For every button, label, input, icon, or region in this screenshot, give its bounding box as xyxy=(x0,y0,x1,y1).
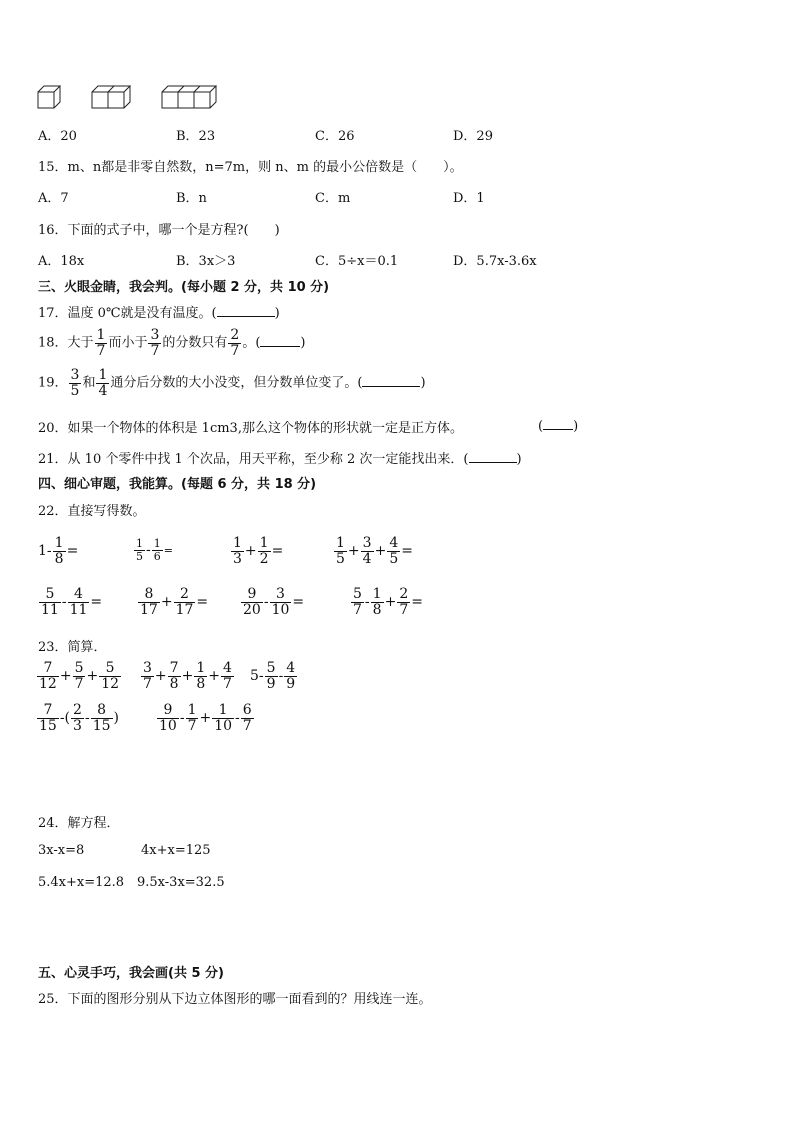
q23-r2-e1 xyxy=(36,703,119,733)
fraction-denominator: 3 xyxy=(73,717,82,734)
fraction-numerator: 1 xyxy=(153,537,161,550)
math-operator: + xyxy=(86,668,99,685)
fraction xyxy=(258,536,271,566)
section-5-title: 五、心灵手巧，我会画(共 5 分) xyxy=(38,966,224,981)
fraction-denominator: 7 xyxy=(74,675,84,692)
fraction-numerator: 2 xyxy=(174,587,196,603)
q19-prefix: 19． xyxy=(38,375,68,391)
fraction-numerator: 5 xyxy=(74,660,84,676)
fraction-numerator: 1 xyxy=(98,367,108,383)
fraction-denominator: 5 xyxy=(70,382,80,399)
q24-equation-2: 4x+x=125 xyxy=(141,843,211,858)
q23-r1-e3 xyxy=(250,661,298,691)
q20-close-paren: ) xyxy=(573,419,579,434)
math-operator: + xyxy=(199,710,212,727)
fraction xyxy=(241,703,254,733)
fraction xyxy=(212,703,234,733)
fraction-denominator: 11 xyxy=(69,601,88,618)
math-operator: = xyxy=(411,594,423,611)
fraction xyxy=(91,703,113,733)
q22-r1-e1 xyxy=(38,536,78,566)
q22-r1-e2 xyxy=(133,538,173,562)
q23-r2-e2 xyxy=(156,703,255,733)
q22-r2-e3 xyxy=(240,587,304,617)
q22-title: 22．直接写得数。 xyxy=(38,504,146,519)
fraction-numerator: 5 xyxy=(99,661,121,677)
math-operator: = xyxy=(163,543,173,557)
math-operator: + xyxy=(181,668,194,685)
fraction-numerator: 5 xyxy=(39,587,61,603)
section-3-title: 三、火眼金睛，我会判。(每小题 2 分，共 10 分) xyxy=(38,280,330,295)
fraction-numerator: 5 xyxy=(266,660,276,676)
fraction-numerator: 1 xyxy=(54,535,64,551)
fraction-denominator: 15 xyxy=(92,717,111,734)
math-operator: - xyxy=(263,594,269,611)
q17-answer-blank[interactable] xyxy=(217,304,275,317)
q18-question xyxy=(38,328,306,358)
q18-fraction-3 xyxy=(228,328,241,358)
math-operator: = xyxy=(90,594,103,611)
fraction xyxy=(387,536,400,566)
q14-option-a[interactable]: A．20 xyxy=(38,129,77,144)
q16-option-c[interactable]: C．5÷x＝0.1 xyxy=(315,254,399,269)
fraction-numerator: 4 xyxy=(286,660,296,676)
fraction-numerator: 1 xyxy=(196,660,206,676)
q18-mid-2: 的分数只有 xyxy=(162,335,228,351)
fraction-denominator: 9 xyxy=(266,675,276,692)
q23-r1-e2 xyxy=(140,661,235,691)
math-operator: + xyxy=(154,668,167,685)
q17-close-paren: ) xyxy=(274,306,280,321)
q22-r2-e1 xyxy=(38,587,102,617)
cube-stack-figures xyxy=(36,84,236,110)
q15-option-c[interactable]: C．m xyxy=(315,191,351,206)
math-operator: 5- xyxy=(250,668,264,685)
fraction xyxy=(351,587,364,617)
fraction xyxy=(73,661,86,691)
fraction-numerator: 1 xyxy=(259,535,269,551)
q17-question xyxy=(38,302,280,321)
q18-suffix: 。( xyxy=(242,335,261,351)
fraction-numerator: 8 xyxy=(91,703,113,719)
q19-question xyxy=(38,368,426,398)
fraction xyxy=(265,661,278,691)
fraction-numerator: 9 xyxy=(241,587,263,603)
q24-title: 24．解方程． xyxy=(38,816,120,831)
math-operator: + xyxy=(208,668,220,685)
fraction-numerator: 8 xyxy=(138,587,160,603)
fraction xyxy=(371,587,384,617)
q22-r1-e4 xyxy=(333,536,413,566)
q23-r1-e1 xyxy=(36,661,122,691)
q20-question xyxy=(38,417,463,436)
fraction-numerator: 7 xyxy=(37,703,59,719)
fraction-numerator: 1 xyxy=(233,535,242,551)
q20-open-paren: ( xyxy=(538,419,544,434)
q20-answer xyxy=(538,417,578,434)
fraction-denominator: 7 xyxy=(187,717,197,734)
q16-option-a[interactable]: A．18x xyxy=(38,254,85,269)
math-operator: = xyxy=(196,594,209,611)
q17-text: 17．温度 0℃就是没有温度。( xyxy=(38,306,217,321)
q18-fraction-1 xyxy=(95,328,108,358)
q19-fraction-1 xyxy=(69,368,82,398)
fraction-denominator: 5 xyxy=(336,550,345,567)
math-operator: + xyxy=(347,543,360,560)
fraction-numerator: 7 xyxy=(37,661,59,677)
q19-suffix: 通分后分数的大小没变，但分数单位变了。( xyxy=(110,375,363,391)
fraction-numerator: 1 xyxy=(336,535,345,551)
fraction-numerator: 1 xyxy=(96,327,106,343)
fraction xyxy=(141,661,154,691)
q14-option-c[interactable]: C．26 xyxy=(315,129,355,144)
fraction-denominator: 15 xyxy=(39,717,57,734)
fraction-numerator: 5 xyxy=(353,586,362,602)
q14-option-b[interactable]: B．23 xyxy=(176,129,216,144)
q18-mid-1: 而小于 xyxy=(108,335,148,351)
math-operator: - xyxy=(364,594,370,611)
fraction-denominator: 12 xyxy=(101,675,120,692)
fraction xyxy=(138,587,160,617)
fraction-denominator: 7 xyxy=(96,342,106,359)
q18-answer-blank[interactable] xyxy=(260,334,300,347)
q18-fraction-2 xyxy=(148,328,161,358)
fraction xyxy=(284,661,297,691)
fraction-denominator: 8 xyxy=(196,675,206,692)
fraction xyxy=(134,538,145,562)
q16-option-d[interactable]: D．5.7x-3.6x xyxy=(453,254,537,269)
fraction-numerator: 3 xyxy=(362,535,372,551)
fraction xyxy=(221,661,234,691)
fraction-denominator: 7 xyxy=(242,717,252,734)
fraction-numerator: 2 xyxy=(230,327,240,343)
q24-equation-1: 3x-x=8 xyxy=(38,843,85,858)
fraction xyxy=(168,661,181,691)
fraction-denominator: 4 xyxy=(362,550,372,567)
fraction-denominator: 10 xyxy=(214,717,233,734)
fraction-denominator: 17 xyxy=(175,601,194,618)
math-operator: - xyxy=(235,710,240,727)
q21-question xyxy=(38,448,522,467)
fraction xyxy=(37,661,59,691)
cube-figures xyxy=(36,84,236,110)
q19-fraction-2 xyxy=(96,368,109,398)
fraction-denominator: 5 xyxy=(389,550,399,567)
q22-r2-e4 xyxy=(350,587,423,617)
fraction-denominator: 7 xyxy=(399,601,409,618)
fraction xyxy=(397,587,410,617)
q16-question: 16．下面的式子中，哪一个是方程?( ) xyxy=(38,223,280,238)
fraction-denominator: 5 xyxy=(136,549,143,563)
math-operator: - xyxy=(146,542,151,559)
math-operator: -( xyxy=(59,710,71,727)
q24-equation-4: 9.5x-3x=32.5 xyxy=(137,875,225,890)
fraction xyxy=(39,587,61,617)
fraction-numerator: 9 xyxy=(157,703,179,719)
q18-close-paren: ) xyxy=(300,335,306,351)
q24-equation-3: 5.4x+x=12.8 xyxy=(38,875,125,890)
q20-text: 20．如果一个物体的体积是 1cm3,那么这个物体的形状就一定是正方体。 xyxy=(38,421,463,436)
fraction-denominator: 2 xyxy=(259,550,269,567)
math-operator: = xyxy=(292,594,305,611)
fraction xyxy=(174,587,196,617)
q15-option-d[interactable]: D．1 xyxy=(453,191,485,206)
fraction xyxy=(334,536,347,566)
math-operator: + xyxy=(244,543,257,560)
fraction-numerator: 3 xyxy=(270,587,292,603)
math-operator: - xyxy=(84,710,90,727)
fraction xyxy=(194,661,207,691)
section-4-title: 四、细心审题，我能算。(每题 6 分，共 18 分) xyxy=(38,477,317,492)
fraction xyxy=(53,536,66,566)
fraction xyxy=(37,703,59,733)
fraction-denominator: 7 xyxy=(230,342,240,359)
fraction-numerator: 3 xyxy=(70,367,80,383)
q19-answer-blank[interactable] xyxy=(362,374,420,387)
fraction xyxy=(270,587,292,617)
q25-question: 25．下面的图形分别从下边立体图形的哪一面看到的？用线连一连。 xyxy=(38,992,432,1007)
q22-r2-e2 xyxy=(137,587,208,617)
fraction-numerator: 3 xyxy=(150,327,160,343)
fraction-denominator: 9 xyxy=(286,675,296,692)
fraction-denominator: 3 xyxy=(233,550,242,567)
fraction-denominator: 7 xyxy=(353,601,362,618)
math-operator: = xyxy=(401,543,413,560)
math-operator: = xyxy=(66,543,79,560)
q15-question: 15．m、n都是非零自然数，n=7m，则 n、m 的最小公倍数是（ ）。 xyxy=(38,160,463,175)
fraction xyxy=(157,703,179,733)
fraction-denominator: 8 xyxy=(169,675,179,692)
fraction-numerator: 4 xyxy=(68,587,90,603)
q23-title: 23．简算． xyxy=(38,640,107,655)
fraction-denominator: 12 xyxy=(39,675,57,692)
fraction-numerator: 1 xyxy=(187,702,197,718)
fraction-numerator: 4 xyxy=(389,535,399,551)
fraction-numerator: 3 xyxy=(143,660,152,676)
fraction xyxy=(152,538,163,562)
q19-mid: 和 xyxy=(82,375,96,391)
fraction-numerator: 6 xyxy=(242,702,252,718)
q21-close-paren: ) xyxy=(516,452,522,467)
math-operator: = xyxy=(271,543,284,560)
fraction-denominator: 6 xyxy=(153,549,161,563)
math-operator: + xyxy=(374,543,387,560)
fraction-numerator: 7 xyxy=(169,660,179,676)
fraction-denominator: 11 xyxy=(41,601,59,618)
fraction-denominator: 7 xyxy=(150,342,160,359)
fraction-numerator: 1 xyxy=(372,586,382,602)
q15-option-a[interactable]: A．7 xyxy=(38,191,69,206)
math-operator: + xyxy=(384,594,397,611)
math-operator: 1- xyxy=(38,543,52,560)
math-operator: + xyxy=(59,668,72,685)
fraction-denominator: 10 xyxy=(159,717,177,734)
q20-answer-blank[interactable] xyxy=(543,417,573,430)
fraction-denominator: 7 xyxy=(222,675,232,692)
fraction-denominator: 4 xyxy=(98,382,108,399)
fraction-denominator: 8 xyxy=(54,550,64,567)
fraction-denominator: 8 xyxy=(372,601,382,618)
fraction xyxy=(241,587,263,617)
fraction-numerator: 4 xyxy=(222,660,232,676)
math-operator: + xyxy=(160,594,173,611)
fraction xyxy=(186,703,199,733)
fraction-denominator: 7 xyxy=(143,675,152,692)
math-operator: - xyxy=(61,594,67,611)
math-operator: - xyxy=(179,710,185,727)
q18-prefix: 18．大于 xyxy=(38,335,94,351)
math-operator: - xyxy=(278,668,284,685)
fraction-numerator: 2 xyxy=(399,586,409,602)
fraction-numerator: 1 xyxy=(136,537,143,550)
q22-r1-e3 xyxy=(230,536,283,566)
fraction-numerator: 1 xyxy=(212,703,234,719)
q15-option-b[interactable]: B．n xyxy=(176,191,207,206)
fraction xyxy=(71,703,84,733)
q16-option-b[interactable]: B．3x＞3 xyxy=(176,254,236,269)
q21-text: 21．从 10 个零件中找 1 个次品，用天平称，至少称 2 次一定能找出来．( xyxy=(38,452,469,467)
math-operator: ) xyxy=(113,710,119,727)
q14-option-d[interactable]: D．29 xyxy=(453,129,493,144)
fraction-denominator: 20 xyxy=(243,601,261,618)
fraction xyxy=(361,536,374,566)
fraction-numerator: 2 xyxy=(73,702,82,718)
q19-close-paren: ) xyxy=(420,375,426,391)
fraction xyxy=(68,587,90,617)
fraction xyxy=(231,536,244,566)
fraction-denominator: 10 xyxy=(271,601,290,618)
q21-answer-blank[interactable] xyxy=(469,450,517,463)
fraction-denominator: 17 xyxy=(140,601,158,618)
fraction xyxy=(99,661,121,691)
